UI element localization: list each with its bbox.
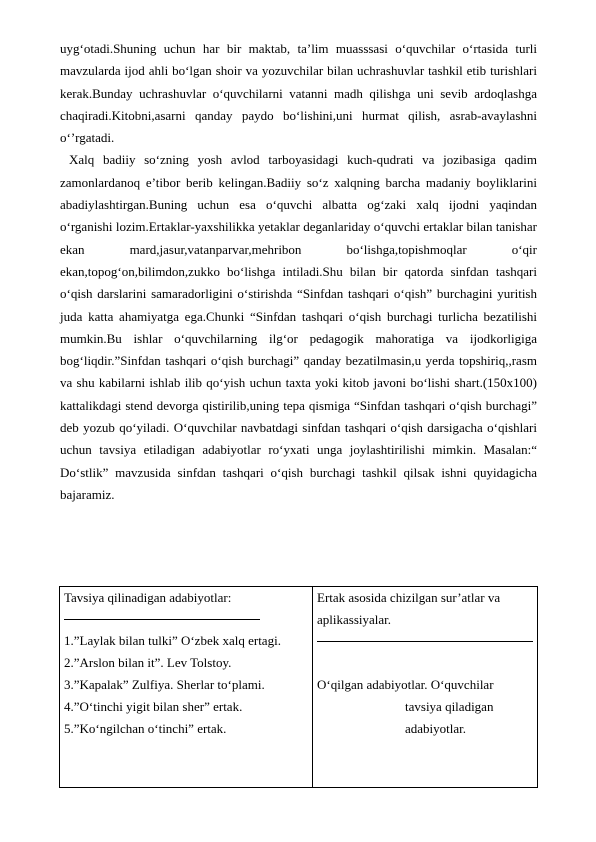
right-heading-line-1: Ertak asosida chizilgan sur’atlar va <box>317 590 501 605</box>
list-item: 3.”Kapalak” Zulfiya. Sherlar to‘plami. <box>64 677 265 692</box>
body-text <box>60 38 537 506</box>
recommendation-table <box>59 586 538 788</box>
right-cell <box>313 587 538 788</box>
right-sub-line-3: adabiyotlar. <box>405 721 467 736</box>
right-heading-line-2: aplikassiyalar. <box>317 612 392 627</box>
list-item: 4.”O‘tinchi yigit bilan sher” ertak. <box>64 699 243 714</box>
list-item: 2.”Arslon bilan it”. Lev Tolstoy. <box>64 655 232 670</box>
table-row <box>60 587 538 788</box>
right-sub-line-2: tavsiya qiladigan <box>405 699 494 714</box>
left-cell <box>60 587 313 788</box>
list-item: 5.”Ko‘ngilchan o‘tinchi” ertak. <box>64 721 227 736</box>
right-sub-line-1: O‘qilgan adabiyotlar. O‘quvchilar <box>317 677 494 692</box>
list-item: 1.”Laylak bilan tulki” O‘zbek xalq ertagi. <box>64 633 281 648</box>
spacer <box>317 652 533 674</box>
right-underline <box>317 631 533 642</box>
left-underline <box>64 609 260 620</box>
paragraph-2: Xalq badiiy so‘zning yosh avlod tarboyasidagi kuch-qudrati va jozibasiga qadim zamonlardanoq e’tibor berib kelingan.Badiiy so‘z xalqning barcha madaniy boyliklarini abadiylashtirgan.Buning uchun esa o‘quvchi albatta og‘zaki xalq ijodni yaqindan o‘rganishi lozim.Ertaklar-yaxshilikka yetaklar deganlariday o‘quvchi ertaklar bilan tanishar ekan mard,jasur,vatanparvar,mehribon bo‘lishga,topishmoqlar o‘qir ekan,topog‘on,bilimdon,zukko bo‘lishga intiladi.Shu bilan bir qatorda sinfdan tashqari o‘qish darslarini samaradorligini o‘stirishda “Sinfdan tashqari o‘qish” burchagini yuritish juda katta ahamiyatga ega.Chunki “Sinfdan tashqari o‘qish burchagi turlicha bezatilishi mumkin.Bu ishlar o‘quvchilarning ilg‘or pedagogik mahoratiga va ijodkorligiga bog‘liqdir.”Sinfdan tashqari o‘qish burchagi” qanday bezatilmasin,u yerda topshiriq,,rasm va shu kabilarni ishlab ilib qo‘yish uchun taxta yoki kitob javoni bo‘lishi shart.(150x100) kattalikdagi stend devorga qistirilib,uning tepa qismiga “Sinfdan tashqari o‘qish burchagi” deb yozub qo‘yiladi. O‘quvchilar navbatdagi sinfdan tashqari o‘qish darsigacha o‘qishlari uchun tavsiya etiladigan adabiyotlar ro‘yxati unga joylashtirilishi mimkin. Masalan:“ Do‘stlik” mavzusida sinfdan tashqari o‘qish burchagi tashkil qilsak ishni quyidagicha bajaramiz. <box>60 152 537 502</box>
paragraph-1: uyg‘otadi.Shuning uchun har bir maktab, ta’lim muasssasi o‘quvchilar o‘rtasida turli mavzularda ijod ahli bo‘lgan shoir va yozuvchilar bilan uchrashuvlar tashkil etib turishlari kerak.Bunday uchrashuvlar o‘quvchilarni vatanni madh qilishga uni sevib ardoqlashga chaqiradi.Kitobni,asarni qanday paydo bo‘lishini,uni hurmat qilish, asrab-avaylashni o‘’rgatadi. <box>60 41 537 146</box>
left-heading: Tavsiya qilinadigan adabiyotlar: <box>64 590 232 605</box>
